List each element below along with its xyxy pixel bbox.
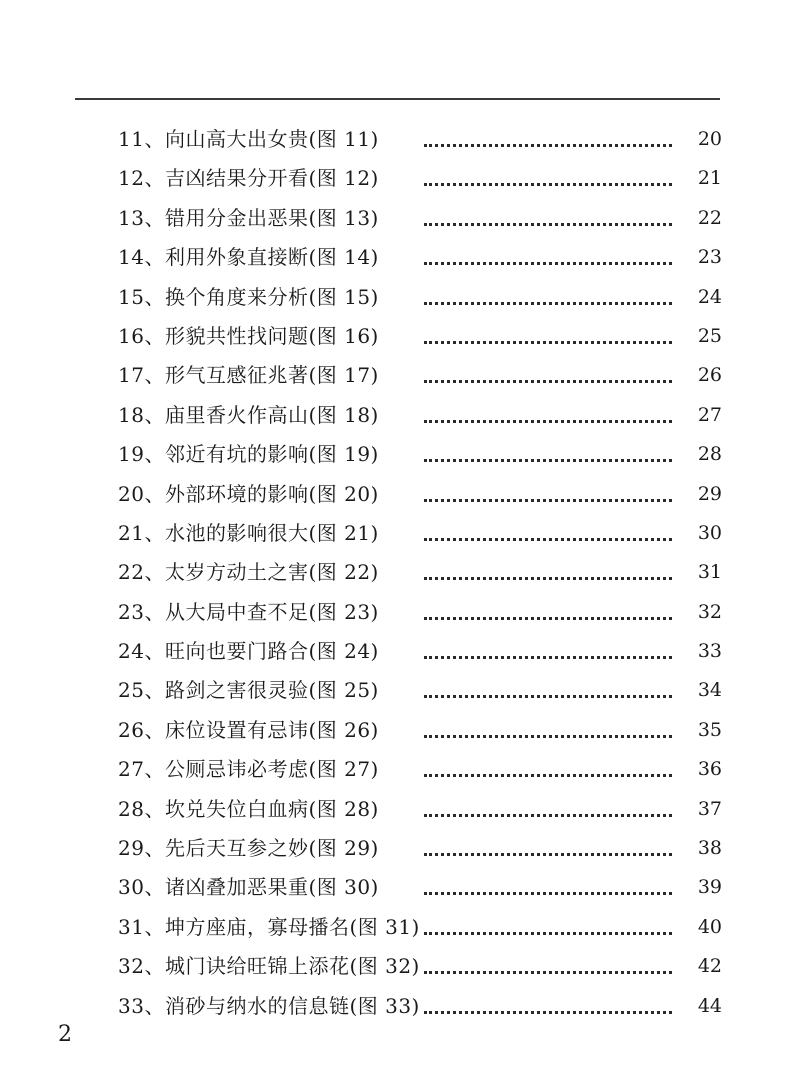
toc-dot-leader — [424, 656, 672, 659]
toc-entry-title: 24、旺向也要门路合(图 24) — [118, 639, 379, 664]
toc-entry — [0, 592, 787, 631]
toc-entry-title: 27、公厕忌讳必考虑(图 27) — [118, 757, 379, 782]
toc-entry — [0, 158, 787, 197]
toc-entry — [0, 474, 787, 513]
toc-dot-leader — [424, 302, 672, 305]
table-of-contents — [0, 119, 787, 1025]
toc-entry-page-number: 32 — [697, 600, 722, 623]
header-rule — [75, 98, 720, 100]
toc-entry — [0, 119, 787, 158]
toc-entry-page-number: 37 — [697, 797, 722, 820]
toc-entry-page-number: 38 — [697, 837, 722, 860]
toc-dot-leader — [424, 932, 672, 935]
toc-dot-leader — [424, 341, 672, 344]
toc-entry-page-number: 29 — [697, 482, 722, 505]
toc-entry-title: 29、先后天互参之妙(图 29) — [118, 836, 379, 861]
toc-entry-title: 17、形气互感征兆著(图 17) — [118, 363, 379, 388]
toc-entry-title: 20、外部环境的影响(图 20) — [118, 481, 379, 506]
toc-dot-leader — [424, 577, 672, 580]
toc-entry-title: 12、吉凶结果分开看(图 12) — [118, 166, 379, 191]
toc-entry — [0, 710, 787, 749]
toc-entry-title: 28、坎兑失位白血病(图 28) — [118, 796, 379, 821]
toc-entry — [0, 277, 787, 316]
toc-entry-title: 19、邻近有坑的影响(图 19) — [118, 442, 379, 467]
toc-entry — [0, 237, 787, 276]
toc-entry-page-number: 33 — [697, 640, 722, 663]
toc-dot-leader — [424, 774, 672, 777]
toc-entry-page-number: 30 — [697, 521, 722, 544]
toc-dot-leader — [424, 1011, 672, 1014]
toc-entry-title: 16、形貌共性找问题(图 16) — [118, 323, 379, 348]
toc-entry — [0, 355, 787, 394]
toc-entry — [0, 749, 787, 788]
page-number: 2 — [58, 1022, 72, 1047]
toc-entry — [0, 552, 787, 591]
toc-entry-title: 13、错用分金出恶果(图 13) — [118, 205, 379, 230]
toc-entry-title: 21、水池的影响很大(图 21) — [118, 520, 379, 545]
toc-entry-page-number: 26 — [697, 364, 722, 387]
toc-entry — [0, 789, 787, 828]
toc-entry-title: 22、太岁方动土之害(图 22) — [118, 560, 379, 585]
toc-dot-leader — [424, 695, 672, 698]
toc-entry-page-number: 27 — [697, 403, 722, 426]
toc-entry — [0, 867, 787, 906]
toc-dot-leader — [424, 499, 672, 502]
toc-entry-title: 14、利用外象直接断(图 14) — [118, 245, 379, 270]
toc-entry — [0, 434, 787, 473]
toc-dot-leader — [424, 183, 672, 186]
toc-entry-page-number: 21 — [697, 167, 722, 190]
toc-entry-page-number: 22 — [697, 206, 722, 229]
toc-entry-title: 23、从大局中查不足(图 23) — [118, 599, 379, 624]
toc-entry — [0, 670, 787, 709]
toc-dot-leader — [424, 144, 672, 147]
toc-entry-page-number: 39 — [697, 876, 722, 899]
toc-entry-page-number: 44 — [697, 994, 722, 1017]
toc-entry — [0, 513, 787, 552]
toc-entry — [0, 198, 787, 237]
toc-entry — [0, 316, 787, 355]
toc-dot-leader — [424, 892, 672, 895]
toc-entry-title: 25、路剑之害很灵验(图 25) — [118, 678, 379, 703]
toc-entry-title: 11、向山高大出女贵(图 11) — [118, 127, 379, 151]
toc-entry-title: 18、庙里香火作高山(图 18) — [118, 402, 379, 427]
toc-dot-leader — [424, 223, 672, 226]
toc-entry-page-number: 20 — [697, 128, 722, 150]
toc-entry — [0, 946, 787, 985]
toc-entry — [0, 828, 787, 867]
toc-entry-page-number: 24 — [697, 285, 722, 308]
toc-dot-leader — [424, 617, 672, 620]
toc-entry-title: 30、诸凶叠加恶果重(图 30) — [118, 875, 379, 900]
toc-entry-title: 31、坤方座庙，寡母播名(图 31) — [118, 914, 420, 939]
toc-entry-page-number: 36 — [697, 758, 722, 781]
toc-dot-leader — [424, 971, 672, 974]
toc-dot-leader — [424, 420, 672, 423]
toc-dot-leader — [424, 459, 672, 462]
toc-entry-page-number: 23 — [697, 246, 722, 269]
toc-entry-page-number: 28 — [697, 443, 722, 466]
toc-entry-page-number: 35 — [697, 718, 722, 741]
toc-dot-leader — [424, 814, 672, 817]
toc-entry-title: 15、换个角度来分析(图 15) — [118, 284, 379, 309]
toc-entry-title: 33、消砂与纳水的信息链(图 33) — [118, 993, 420, 1018]
toc-entry — [0, 631, 787, 670]
toc-entry — [0, 907, 787, 946]
toc-entry — [0, 395, 787, 434]
toc-dot-leader — [424, 853, 672, 856]
toc-dot-leader — [424, 262, 672, 265]
toc-entry-title: 26、床位设置有忌讳(图 26) — [118, 717, 379, 742]
toc-entry-page-number: 40 — [697, 915, 722, 938]
toc-entry-title: 32、城门诀给旺锦上添花(图 32) — [118, 954, 420, 979]
toc-entry-page-number: 42 — [697, 955, 722, 978]
toc-entry-page-number: 34 — [697, 679, 722, 702]
toc-dot-leader — [424, 538, 672, 541]
toc-dot-leader — [424, 380, 672, 383]
toc-dot-leader — [424, 735, 672, 738]
toc-entry — [0, 986, 787, 1025]
toc-entry-page-number: 25 — [697, 324, 722, 347]
toc-entry-page-number: 31 — [697, 561, 722, 584]
